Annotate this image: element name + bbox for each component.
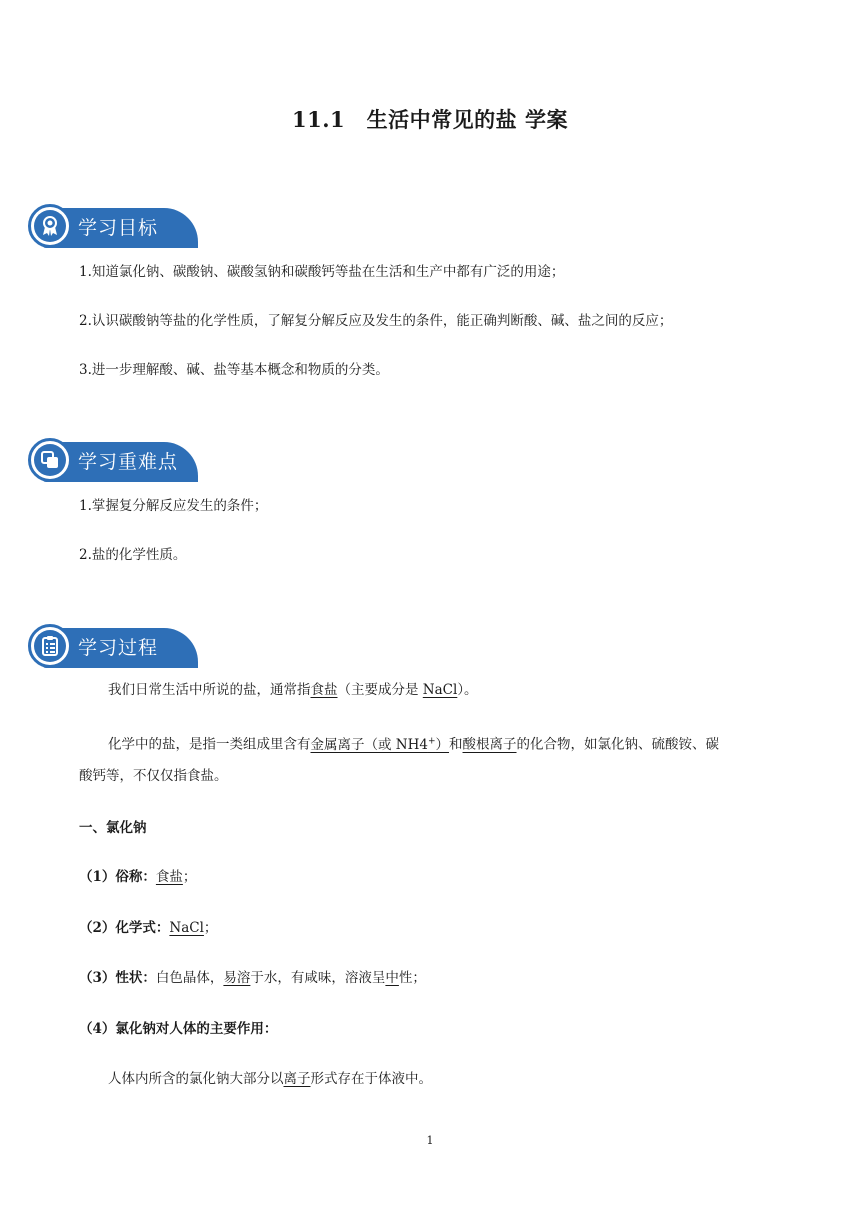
process-paragraph-1: 我们日常生活中所说的盐，通常指食盐（主要成分是 NaCl）。: [108, 682, 478, 698]
award-ribbon-icon: [28, 204, 72, 248]
process-paragraph-3: 人体内所含的氯化钠大部分以离子形式存在于体液中。: [108, 1071, 432, 1087]
underlined-term: NaCl: [422, 682, 458, 698]
underlined-term: 金属离子（或 NH4+）: [310, 736, 450, 753]
section-banner-process: [28, 624, 200, 670]
property-item-4: （4）氯化钠对人体的主要作用：: [79, 1021, 278, 1037]
subheading-sodium-chloride: 一、氯化钠: [79, 820, 147, 836]
section-banner-objectives: [28, 204, 200, 250]
section-heading-key-points: 学习重难点: [78, 451, 179, 473]
document-stack-icon: [28, 438, 72, 482]
key-point-item-2: 2.盐的化学性质。: [79, 547, 187, 563]
objective-item-1: 1.知道氯化钠、碳酸钠、碳酸氢钠和碳酸钙等盐在生活和生产中都有广泛的用途；: [79, 264, 565, 280]
underlined-term: 离子: [283, 1071, 311, 1087]
objective-item-2: 2.认识碳酸钠等盐的化学性质，了解复分解反应及发生的条件，能正确判断酸、碱、盐之间的反应；: [79, 313, 673, 329]
underlined-term: 食盐: [310, 682, 338, 698]
property-item-1: （1）俗称：食盐；: [79, 869, 197, 885]
process-paragraph-2-line-1: 化学中的盐，是指一类组成里含有金属离子（或 NH4+）和酸根离子的化合物，如氯化钠、硫酸铵、碳: [108, 736, 720, 753]
property-item-2: （2）化学式：NaCl；: [79, 920, 218, 936]
underlined-term: 酸根离子: [462, 736, 517, 753]
section-heading-process: 学习过程: [78, 637, 159, 659]
section-heading-objectives: 学习目标: [78, 217, 159, 239]
clipboard-checklist-icon: [28, 624, 72, 668]
process-paragraph-2-line-2: 酸钙等，不仅仅指食盐。: [79, 768, 228, 784]
property-item-3: （3）性状：白色晶体，易溶于水，有咸味，溶液呈中性；: [79, 970, 426, 986]
section-banner-key-points: [28, 438, 200, 484]
objective-item-3: 3.进一步理解酸、碱、盐等基本概念和物质的分类。: [79, 362, 389, 378]
page-title: 11.1 生活中常见的盐 学案: [292, 107, 568, 132]
page-number: 1: [426, 1134, 434, 1147]
key-point-item-1: 1.掌握复分解反应发生的条件；: [79, 498, 268, 514]
